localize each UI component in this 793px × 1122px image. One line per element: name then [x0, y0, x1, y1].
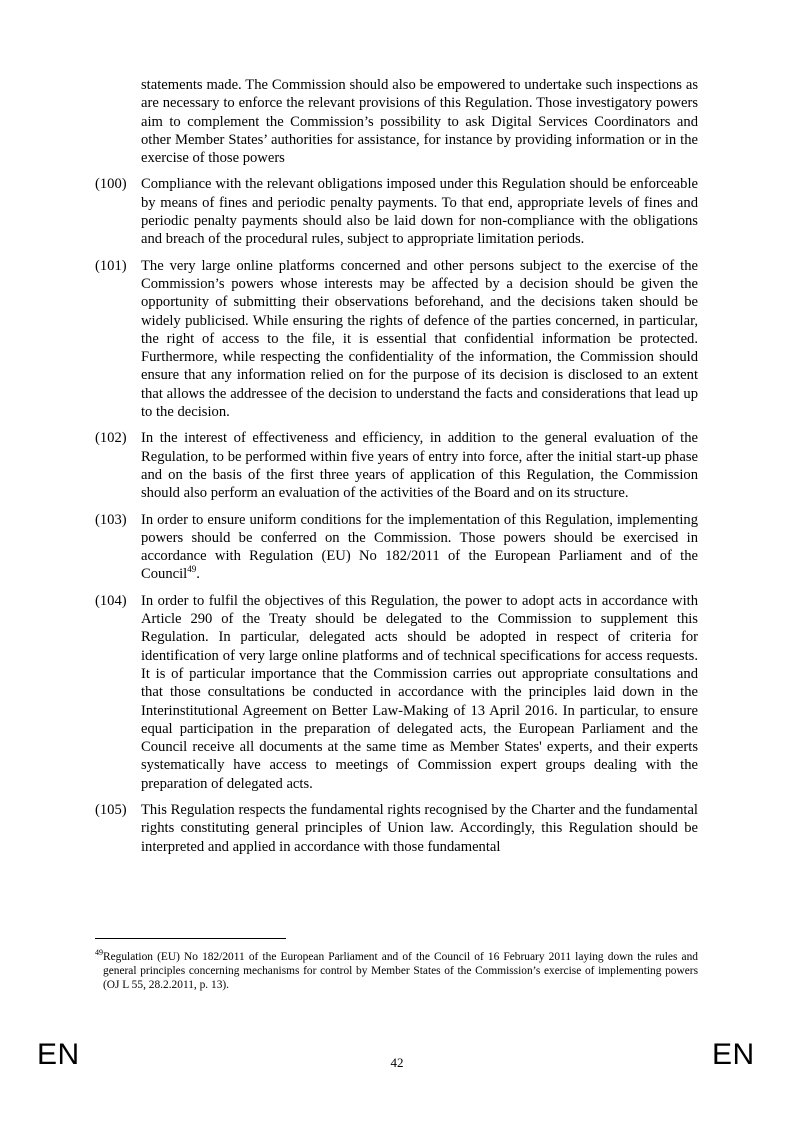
- footnote-marker: 49: [95, 948, 103, 958]
- footnote-separator: [95, 938, 286, 939]
- recital-number: (101): [95, 257, 127, 274]
- recital-text: The very large online platforms concerned and other persons subject to the exercise of the Commission’s powers whose interests may be affected by a decision should be given the opportunity of submitting their observations beforehand, and the decisions taken should be widely publicised. While ensuring the rights of defence of the parties concerned, in particular, the right of access to the file, it is essential that confidential information be protected. Furthermore, while respecting the confidentiality of the information, the Commission should ensure that any information relied on for the purpose of its decision is disclosed to an extent that allows the addressee of the decision to understand the facts and considerations that lead up to the decision.: [141, 257, 698, 421]
- recital-text: In order to ensure uniform conditions for the implementation of this Regulation, implementing powers should be conferred on the Commission. Those powers should be exercised in accordance with Regulation (EU) No 182/2011 of the European Parliament and of the Council: [141, 511, 698, 583]
- language-code-left: EN: [37, 1038, 80, 1071]
- body-text: [95, 76, 698, 864]
- recital-105: [95, 801, 698, 856]
- recital-text: In order to fulfil the objectives of this Regulation, the power to adopt acts in accordance with Article 290 of the Treaty should be delegated to the Commission to supplement this Regulation. In particular, delegated acts should be adopted in respect of criteria for identification of very large online platforms and of technical specifications for access requests. It is of particular importance that the Commission carries out appropriate consultations and that those consultations be conducted in accordance with the principles laid down in the Interinstitutional Agreement on Better Law-Making of 13 April 2016. In particular, to ensure equal participation in the preparation of delegated acts, the European Parliament and the Council receive all documents at the same time as Member States' experts, and their experts systematically have access to meetings of Commission expert groups dealing with the preparation of delegated acts.: [141, 592, 698, 792]
- recital-103: [95, 511, 698, 584]
- recital-100: [95, 175, 698, 248]
- recital-102: [95, 429, 698, 502]
- footnote-body: [95, 950, 698, 992]
- page-number: 42: [390, 1055, 404, 1070]
- footnote-text: Regulation (EU) No 182/2011 of the European Parliament and of the Council of 16 February 2011 laying down the rules and general principles concerning mechanisms for control by Member States of the Commission’s exercise of implementing powers (OJ L 55, 28.2.2011, p. 13).: [103, 951, 698, 991]
- recital-104: [95, 592, 698, 793]
- recital-number: (104): [95, 592, 127, 609]
- recital-number: (105): [95, 801, 127, 818]
- recital-101: [95, 257, 698, 422]
- continuation-paragraph: statements made. The Commission should also be empowered to undertake such inspections as are necessary to enforce the relevant provisions of this Regulation. Those investigatory powers aim to complement the Commission’s possibility to ask Digital Services Coordinators and other Member States’ authorities for assistance, for instance by providing information or in the exercise of those powers: [141, 77, 698, 167]
- recital-text-end: .: [196, 566, 200, 583]
- recital-text: In the interest of effectiveness and efficiency, in addition to the general evaluation of the Regulation, to be performed within five years of entry into force, after the initial start-up phase and on the basis of the first three years of application of this Regulation, the Commission should also perform an evaluation of the activities of the Board and on its structure.: [141, 430, 698, 502]
- footnote-reference: 49: [187, 564, 197, 575]
- recital-text: Compliance with the relevant obligations imposed under this Regulation should be enforceable by means of fines and periodic penalty payments. To that end, appropriate levels of fines and periodic penalty payments should also be laid down for non-compliance with the obligations and breach of the procedural rules, subject to appropriate limitation periods.: [141, 176, 698, 248]
- recital-number: (100): [95, 176, 127, 193]
- recital-text: This Regulation respects the fundamental rights recognised by the Charter and the fundamental rights constituting general principles of Union law. Accordingly, this Regulation should be interpreted and applied in accordance with those fundamental: [141, 801, 698, 855]
- recital-number: (102): [95, 430, 127, 447]
- footnote: [95, 950, 698, 992]
- recital-text-container: [141, 511, 698, 584]
- recital-number: (103): [95, 511, 127, 528]
- language-code-right: EN: [712, 1038, 755, 1071]
